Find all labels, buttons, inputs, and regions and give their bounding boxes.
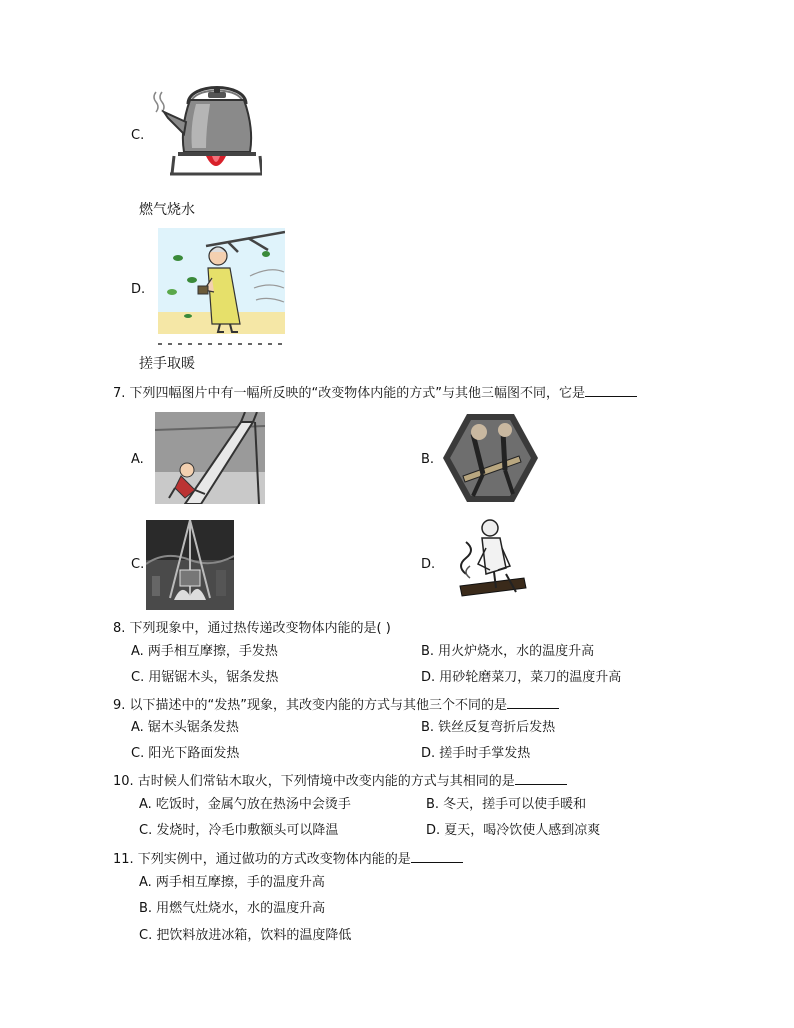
answer-blank[interactable] (585, 384, 637, 397)
q11-option-c[interactable]: C. 把饮料放进冰箱，饮料的温度降低 (139, 928, 352, 943)
q10-option-a[interactable]: A. 吃饭时，金属勺放在热汤中会烫手 (139, 797, 351, 812)
q11-stem (113, 850, 463, 868)
q9-option-c[interactable]: C. 阳光下路面发热 (131, 746, 240, 761)
q9-stem (113, 696, 559, 714)
sawing-wood-icon (443, 414, 538, 502)
answer-blank[interactable] (507, 696, 559, 709)
option-caption: 燃气烧水 (139, 202, 195, 218)
old-man-rubbing-hands-icon (158, 228, 285, 346)
q10-option-b[interactable]: B. 冬天，搓手可以使手暖和 (426, 797, 587, 812)
campfire-cooking-icon (146, 520, 234, 610)
question-stem: 11. 下列实例中，通过做功的方式改变物体内能的是 (113, 852, 411, 867)
question-stem: 10. 古时候人们常钻木取火，下列情境中改变内能的方式与其相同的是 (113, 774, 515, 789)
q8-option-b[interactable]: B. 用火炉烧水，水的温度升高 (421, 644, 595, 659)
kettle-on-gas-stove-icon (150, 82, 262, 178)
answer-blank[interactable] (411, 850, 463, 863)
q8-stem: 8. 下列现象中，通过热传递改变物体内能的是( ) (113, 621, 391, 636)
option-caption: 搓手取暖 (139, 356, 195, 372)
q11-option-b[interactable]: B. 用燃气灶烧水，水的温度升高 (139, 901, 326, 916)
q8-option-d[interactable]: D. 用砂轮磨菜刀，菜刀的温度升高 (421, 670, 622, 685)
q10-stem (113, 772, 567, 790)
q7-stem (113, 384, 637, 402)
q8-option-a[interactable]: A. 两手相互摩擦，手发热 (131, 644, 278, 659)
q9-option-d[interactable]: D. 搓手时手掌发热 (421, 746, 531, 761)
q10-option-d[interactable]: D. 夏天，喝冷饮使人感到凉爽 (426, 823, 601, 838)
q8-option-c[interactable]: C. 用锯锯木头，锯条发热 (131, 670, 279, 685)
option-label: C. (131, 128, 145, 143)
option-label: A. (131, 452, 144, 467)
question-stem: 9. 以下描述中的“发热”现象，其改变内能的方式与其他三个不同的是 (113, 698, 508, 713)
q11-option-a[interactable]: A. 两手相互摩擦，手的温度升高 (139, 875, 325, 890)
option-label: C. (131, 557, 145, 572)
option-label: D. (421, 557, 436, 572)
answer-blank[interactable] (515, 772, 567, 785)
drilling-wood-fire-icon (446, 518, 530, 602)
question-stem: 7. 下列四幅图片中有一幅所反映的“改变物体内能的方式”与其他三幅图不同，它是 (113, 386, 586, 401)
q10-option-c[interactable]: C. 发烧时，冷毛巾敷额头可以降温 (139, 823, 339, 838)
child-on-slide-icon (155, 412, 265, 504)
q9-option-b[interactable]: B. 铁丝反复弯折后发热 (421, 720, 556, 735)
option-label: D. (131, 282, 146, 297)
q9-option-a[interactable]: A. 锯木头锯条发热 (131, 720, 239, 735)
option-label: B. (421, 452, 435, 467)
